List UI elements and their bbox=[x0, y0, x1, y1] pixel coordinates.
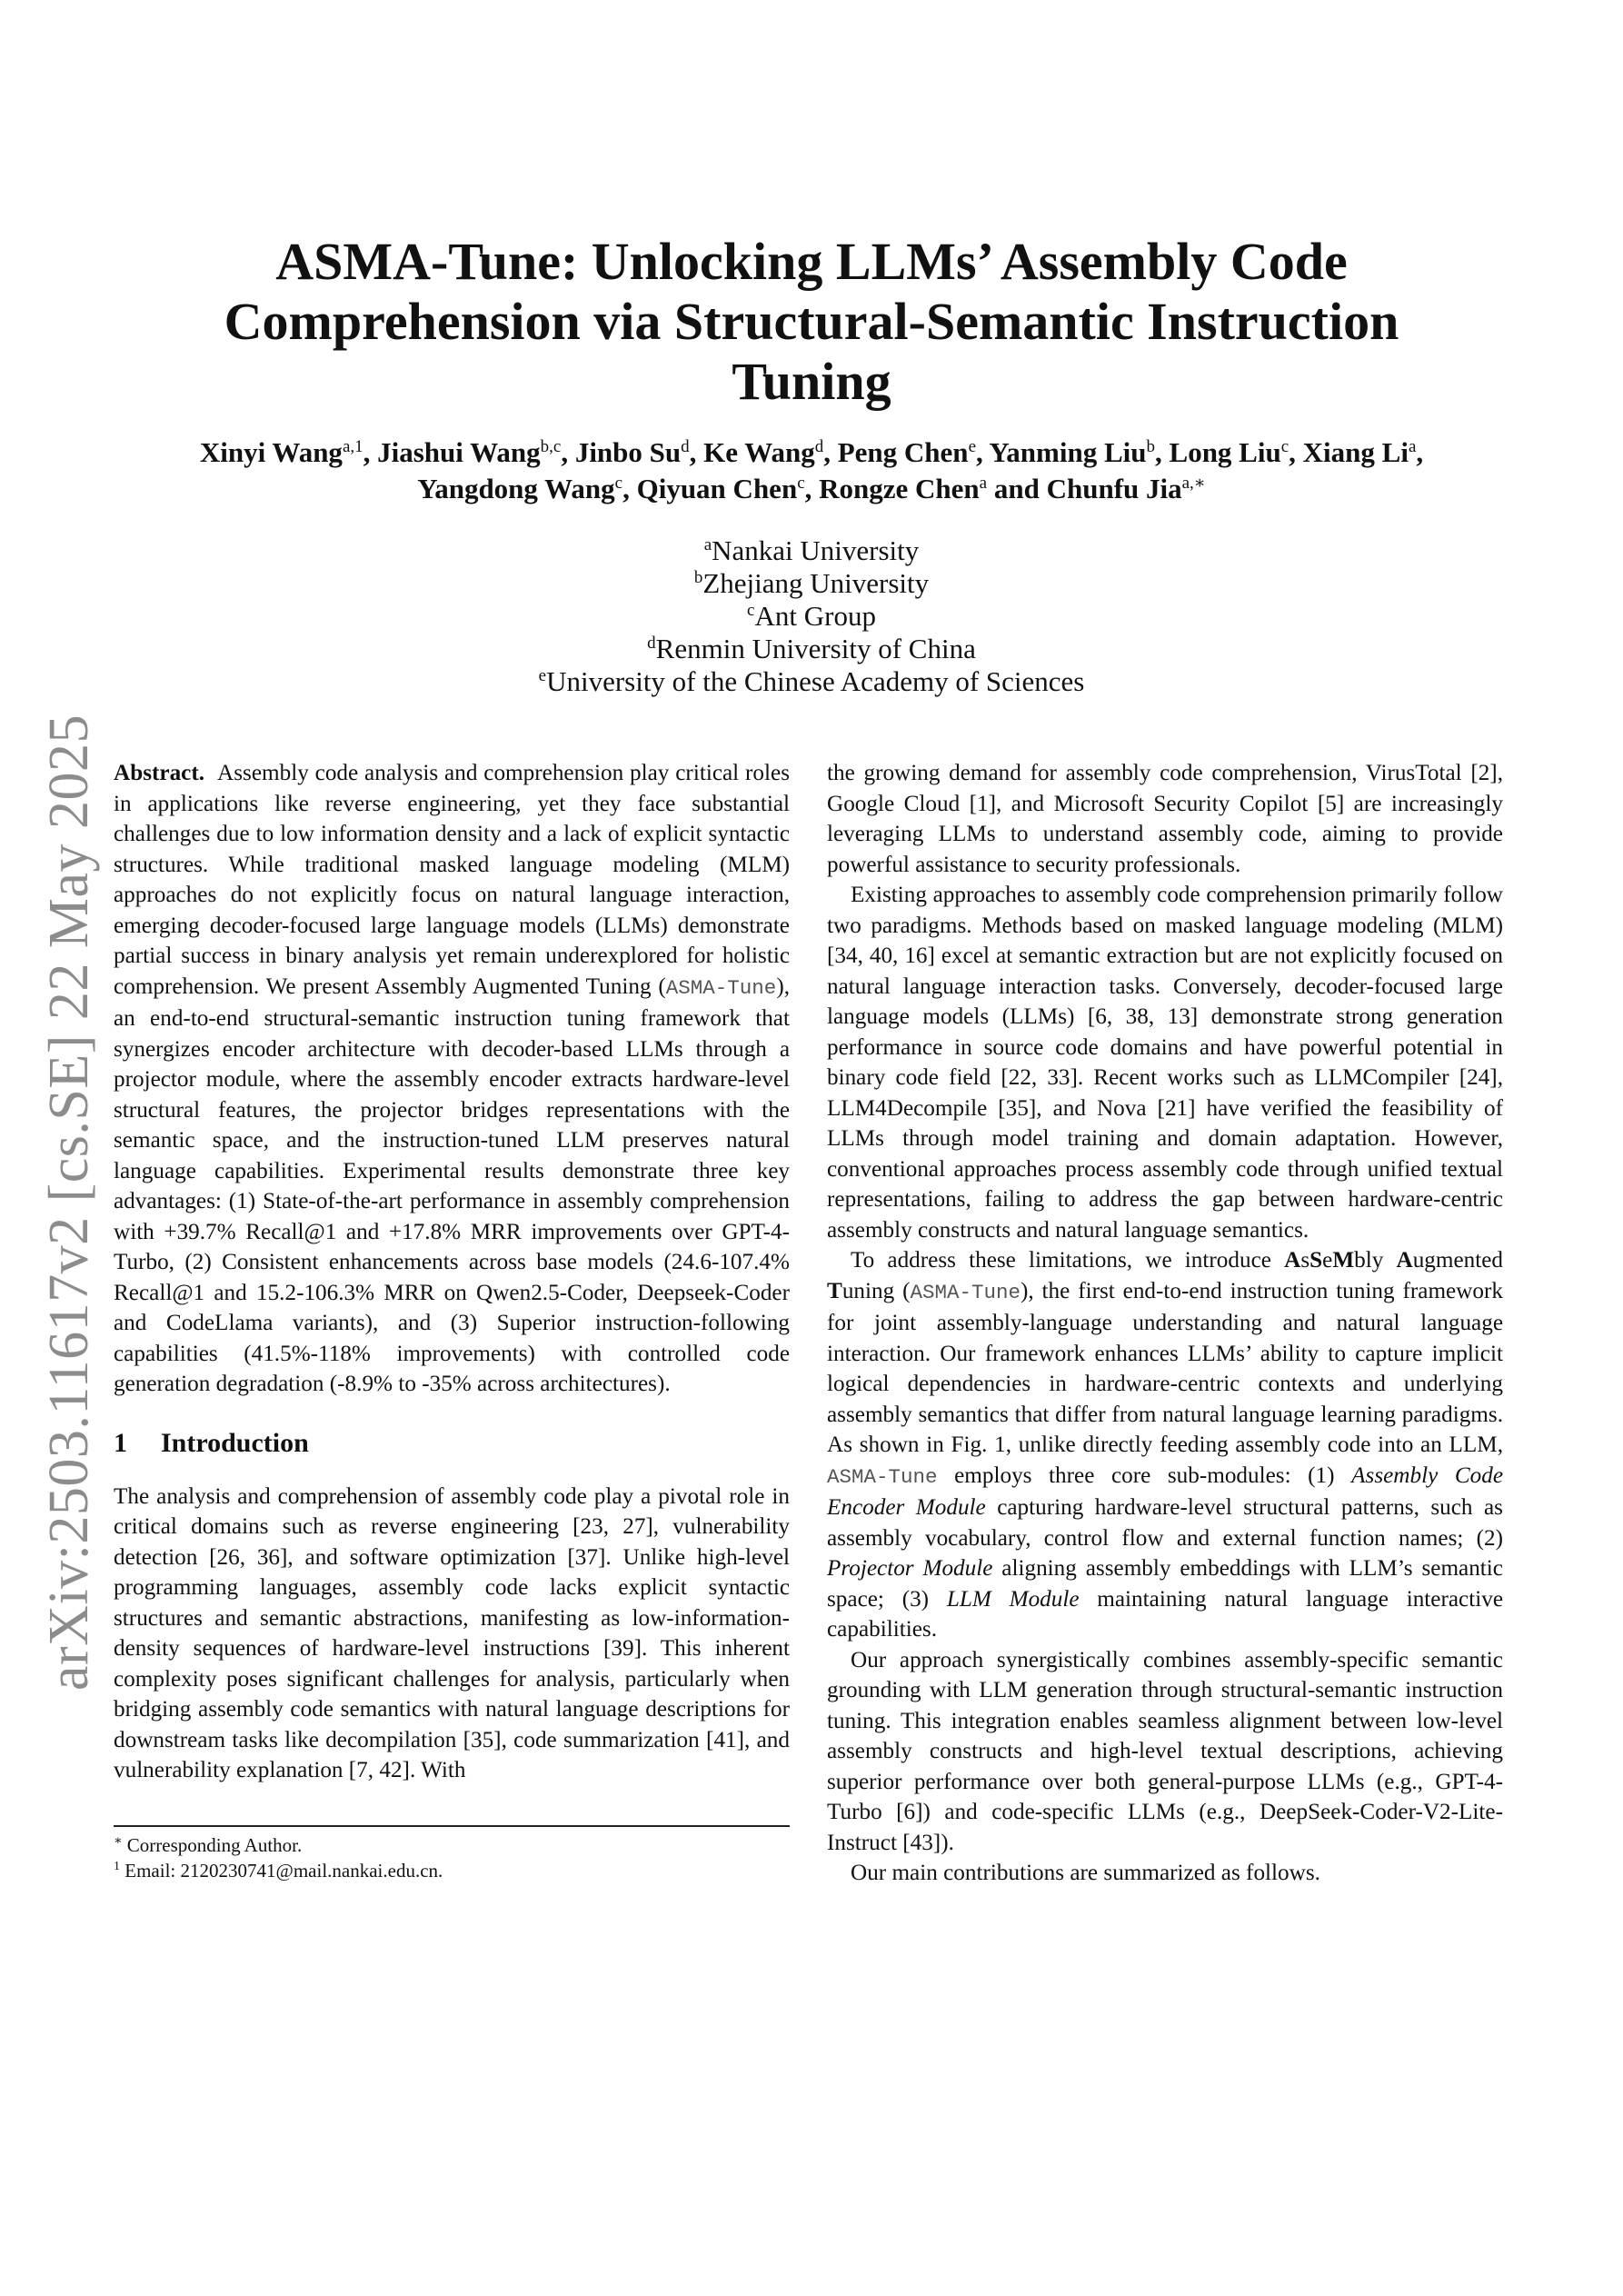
author-separator: , bbox=[561, 436, 575, 468]
footnote-text: Corresponding Author. bbox=[126, 1834, 303, 1856]
affiliation-name: Ant Group bbox=[754, 600, 876, 632]
affiliation-name: Renmin University of China bbox=[655, 633, 976, 664]
module-name: Projector Module bbox=[827, 1556, 993, 1581]
affiliation-mark: d bbox=[647, 634, 656, 653]
author-separator: , bbox=[823, 436, 838, 468]
section-heading-introduction bbox=[114, 1427, 790, 1460]
footnote-mark: 1 bbox=[114, 1860, 120, 1873]
arxiv-identifier-stamp: arXiv:2503.11617v2 [cs.SE] 22 May 2025 bbox=[38, 714, 100, 1691]
acronym-letter: S bbox=[1309, 1248, 1323, 1273]
affiliation-list bbox=[118, 534, 1505, 698]
author-affiliation-mark: e bbox=[968, 437, 976, 456]
intro-paragraph: The analysis and comprehension of assembly code play a pivotal role in critical domains such as reverse engineering [23, 27], vulnerability detection [26, 36], and software optimization [37]. Unlike high-level programming languages, assembly code lacks explicit syntactic structures and semantic abstractions, manifesting as low-information-density sequences of hardware-level instructions [39]. This inherent complexity poses significant challenges for analysis, particularly when bridging assembly code semantics with natural language descriptions for downstream tasks like decompilation [35], code summarization [41], and vulnerability explanation [7, 42]. With bbox=[114, 1483, 790, 1782]
affiliation-name: Zhejiang University bbox=[702, 567, 930, 599]
author-affiliation-mark: c bbox=[614, 474, 623, 493]
section-title: Introduction bbox=[161, 1427, 309, 1458]
paragraph-text: To address these limitations, we introduce bbox=[851, 1248, 1285, 1273]
title-line: Comprehension via Structural-Semantic Instruction bbox=[224, 292, 1399, 351]
acronym-letter: A bbox=[1284, 1248, 1301, 1273]
intro-paragraph: the growing demand for assembly code comprehension, VirusTotal [2], Google Cloud [1], and Microsoft Security Copilot [5] are increasingly leveraging LLMs to understand assembly code, aiming to provide powerful assistance to security professionals. bbox=[827, 761, 1503, 877]
author-affiliation-mark: a bbox=[1408, 437, 1417, 456]
affiliation-name: Nankai University bbox=[712, 534, 920, 566]
intro-paragraph: Our approach synergistically combines assembly-specific semantic grounding with LLM generation through structural-semantic instruction tuning. This integration enables seamless alignment between low-level assembly constructs and high-level textual descriptions, achieving superior performance over both general-purpose LLMs (e.g., GPT-4-Turbo [6]) and code-specific LLMs (e.g., DeepSeek-Coder-V2-Lite-Instruct [43]). bbox=[827, 1647, 1503, 1855]
abstract-paragraph bbox=[114, 758, 790, 1400]
author-separator: , bbox=[363, 436, 378, 468]
author-separator: , bbox=[622, 473, 637, 504]
author-list bbox=[118, 434, 1505, 507]
author-affiliation-mark: b,c bbox=[540, 437, 562, 456]
paragraph-text: capturing hardware-level structural patterns, such as assembly vocabulary, control flow and external function names; (2) bbox=[827, 1495, 1503, 1551]
author-name: Yanming Liu bbox=[989, 436, 1147, 468]
method-name-code: ASMA-Tune bbox=[665, 975, 777, 1000]
author-separator: , bbox=[1416, 436, 1424, 468]
affiliation bbox=[118, 534, 1505, 567]
author-separator: , bbox=[689, 436, 704, 468]
paragraph-text: s bbox=[1300, 1248, 1310, 1273]
author-separator: , bbox=[976, 436, 990, 468]
module-name: LLM Module bbox=[946, 1586, 1080, 1612]
intro-paragraph bbox=[827, 1245, 1503, 1645]
affiliation-mark: b bbox=[693, 568, 703, 587]
affiliation bbox=[118, 665, 1505, 698]
method-name-code: ASMA-Tune bbox=[910, 1280, 1021, 1304]
author-separator: , bbox=[1289, 436, 1303, 468]
affiliation bbox=[118, 567, 1505, 600]
author-affiliation-mark: a bbox=[979, 474, 988, 493]
affiliation bbox=[118, 600, 1505, 633]
author-affiliation-mark: a,1 bbox=[342, 437, 363, 456]
author-affiliation-mark: c bbox=[1280, 437, 1289, 456]
author-affiliation-mark: c bbox=[797, 474, 805, 493]
author-name: Jiashui Wang bbox=[377, 436, 541, 468]
author-affiliation-mark: d bbox=[814, 437, 824, 456]
footnote-email bbox=[114, 1858, 790, 1883]
affiliation-name: University of the Chinese Academy of Sciences bbox=[546, 665, 1085, 697]
paragraph-text: bly bbox=[1354, 1248, 1397, 1273]
right-column bbox=[827, 758, 1503, 1889]
abstract-text: ), an end-to-end structural-semantic instruction tuning framework that synergizes encoder architecture with decoder-based LLMs through a projector module, where the assembly encoder extracts hardware-level structural features, the projector bridges representations with the semantic space, and the instruction-tuned LLM preserves natural language capabilities. Experimental results demonstrate three key advantages: (1) State-of-the-art performance in assembly comprehension with +39.7% Recall@1 and +17.8% MRR improvements over GPT-4-Turbo, (2) Consistent enhancements across base models (24.6-107.4% Recall@1 and 15.2-106.3% MRR on Qwen2.5-Coder, Deepseek-Coder and CodeLlama variants), and (3) Superior instruction-following capabilities (41.5%-118% improvements) with controlled code generation degradation (-8.9% to -35% across architectures). bbox=[114, 973, 790, 1396]
author-separator: , bbox=[1155, 436, 1170, 468]
paragraph-text: maintaining natural language interactive capabilities. bbox=[827, 1586, 1504, 1642]
author-name: Xiang Li bbox=[1302, 436, 1409, 468]
paragraph-text: ), the first end-to-end instruction tuning framework for joint assembly-language understanding and natural language interaction. Our framework enhances LLMs’ ability to capture implicit logical dependencies in hardware-centric contexts and underlying assembly semantics that differ from natural language learning paradigms. As shown in Fig. 1, unlike directly feeding assembly code into an LLM, bbox=[827, 1278, 1503, 1457]
author-name: Yangdong Wang bbox=[417, 473, 615, 504]
section-number: 1 bbox=[114, 1427, 127, 1458]
paragraph-text: uning ( bbox=[841, 1278, 911, 1303]
author-affiliation-mark: a,∗ bbox=[1181, 474, 1206, 493]
author-name: Peng Chen bbox=[837, 436, 969, 468]
paragraph-text: aligning assembly embeddings with LLM’s semantic space; (3) bbox=[827, 1556, 1503, 1612]
acronym-letter: A bbox=[1396, 1248, 1413, 1273]
author-affiliation-mark: b bbox=[1146, 437, 1156, 456]
title-line: Tuning bbox=[732, 352, 891, 411]
intro-paragraph: Our main contributions are summarized as follows. bbox=[851, 1861, 1320, 1885]
author-separator: and bbox=[987, 473, 1047, 504]
paragraph-text: employs three core sub-modules: (1) bbox=[937, 1462, 1352, 1488]
footnote-mark: ∗ bbox=[114, 1834, 123, 1848]
acronym-letter: T bbox=[827, 1278, 842, 1303]
author-affiliation-mark: d bbox=[681, 437, 690, 456]
abstract-text: Assembly code analysis and comprehension play critical roles in applications like reverse engineering, yet they face substantial challenges due to low information density and a lack of explicit syntactic structures. While traditional masked language modeling (MLM) approaches do not explicitly focus on natural language interaction, emerging decoder-focused large language models (LLMs) demonstrate partial success in binary analysis yet remain underexplored for holistic comprehension. We present Assembly Augmented Tuning ( bbox=[114, 761, 790, 999]
footnote-corresponding-author bbox=[114, 1832, 790, 1858]
author-name: Long Liu bbox=[1169, 436, 1281, 468]
author-name: Xinyi Wang bbox=[199, 436, 343, 468]
author-separator: , bbox=[804, 473, 820, 504]
author-name: Jinbo Su bbox=[574, 436, 682, 468]
affiliation-mark: c bbox=[747, 601, 755, 620]
footnotes bbox=[114, 1825, 790, 1883]
module-name: Assembly Code Encoder Module bbox=[827, 1462, 1503, 1520]
author-name: Qiyuan Chen bbox=[636, 473, 798, 504]
paragraph-text: ugmented bbox=[1412, 1248, 1504, 1273]
abstract-heading: Abstract. bbox=[114, 761, 205, 785]
author-name: Chunfu Jia bbox=[1046, 473, 1182, 504]
paragraph-text: e bbox=[1322, 1248, 1333, 1273]
footnote-text: Email: 2120230741@mail.nankai.edu.cn. bbox=[124, 1860, 443, 1882]
affiliation-mark: e bbox=[538, 666, 547, 685]
affiliation bbox=[118, 633, 1505, 665]
title-line: ASMA-Tune: Unlocking LLMs’ Assembly Code bbox=[275, 232, 1348, 291]
author-name: Ke Wang bbox=[703, 436, 815, 468]
author-line bbox=[118, 471, 1505, 507]
author-name: Rongze Chen bbox=[819, 473, 980, 504]
acronym-letter: M bbox=[1332, 1248, 1355, 1273]
paper-title bbox=[118, 232, 1505, 412]
method-name-code: ASMA-Tune bbox=[827, 1464, 938, 1489]
affiliation-mark: a bbox=[703, 535, 712, 554]
left-column bbox=[114, 758, 790, 1786]
intro-paragraph: Existing approaches to assembly code comprehension primarily follow two paradigms. Methods based on masked language modeling (MLM) [34, 40, 16] excel at semantic extraction but are not explicitly focused on natural language interaction tasks. Conversely, decoder-focused large language models (LLMs) [6, 38, 13] demonstrate strong generation performance in source code domains and have powerful potential in binary code field [22, 33]. Recent works such as LLMCompiler [24], LLM4Decompile [35], and Nova [21] have verified the feasibility of LLMs through model training and domain adaptation. However, conventional approaches process assembly code through unified textual representations, failing to address the gap between hardware-centric assembly constructs and natural language semantics. bbox=[827, 883, 1503, 1243]
author-line bbox=[118, 434, 1505, 471]
